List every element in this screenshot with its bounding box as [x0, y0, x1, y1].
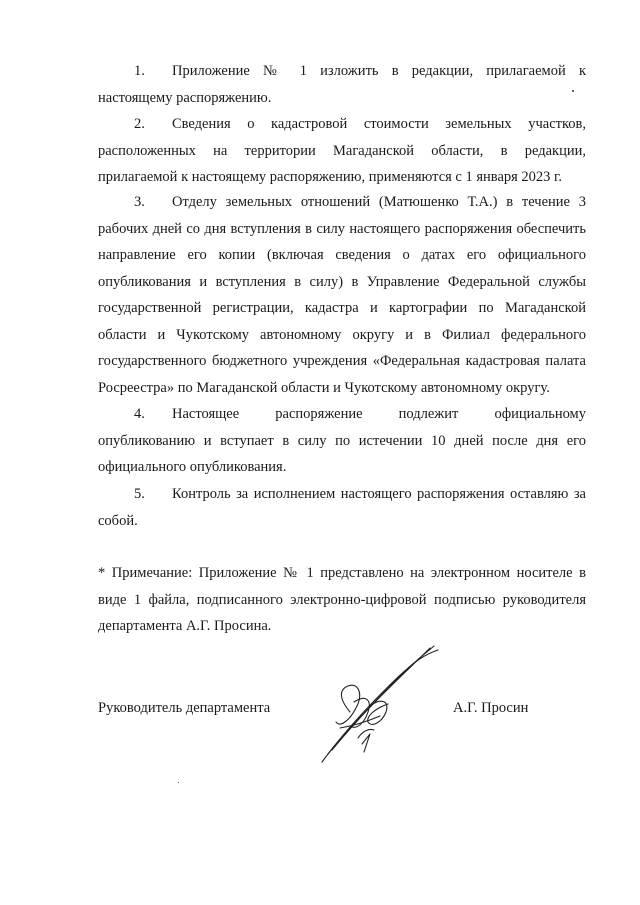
item-number: 3.: [134, 194, 145, 210]
item-text: Сведения о кадастровой стоимости земельных участков, расположенных на территории Магаданской области, в редакции, прилагаемой к настоящему распоряжению, применяются с 1 января 2023 г.: [98, 116, 586, 185]
item-text: Приложение № 1 изложить в редакции, прилагаемой к настоящему распоряжению.: [98, 63, 586, 106]
item-text: Настоящее распоряжение подлежит официальному опубликованию и вступает в силу по истечении 10 дней после дня его официального опубликования.: [98, 406, 586, 475]
list-item: [98, 58, 586, 111]
item-number: 1.: [134, 63, 145, 79]
list-item: [98, 111, 586, 191]
list-item: [98, 481, 586, 534]
stray-mark: [178, 782, 179, 783]
item-text: Контроль за исполнением настоящего распоряжения оставляю за собой.: [98, 486, 586, 529]
footnote: * Примечание: Приложение № 1 представлено на электронном носителе в виде 1 файла, подписанного электронно-цифровой подписью руководителя департамента А.Г. Просина.: [98, 565, 586, 634]
item-text: Отделу земельных отношений (Матюшенко Т.А.) в течение 3 рабочих дней со дня вступления в силу настоящего распоряжения обеспечить направление его копии (включая сведения о датах его официального опубликования и вступления в силу) в Управление Федеральной службы государственной регистрации, кадастра и картографии по Магаданской области и Чукотскому автономному округу и в Филиал федерального государственного бюджетного учреждения «Федеральная кадастровая палата Росреестра» по Магаданской области и Чукотскому автономному округу.: [98, 194, 586, 396]
handwritten-signature-icon: [310, 642, 450, 772]
signatory-position: Руководитель департамента: [98, 700, 271, 716]
item-number: 4.: [134, 406, 145, 422]
item-number: 2.: [134, 116, 145, 132]
list-item: [98, 401, 586, 481]
list-item: [98, 189, 586, 401]
signatory-name: А.Г. Просин: [453, 700, 529, 716]
item-number: 5.: [134, 486, 145, 502]
stray-mark: [572, 90, 574, 92]
